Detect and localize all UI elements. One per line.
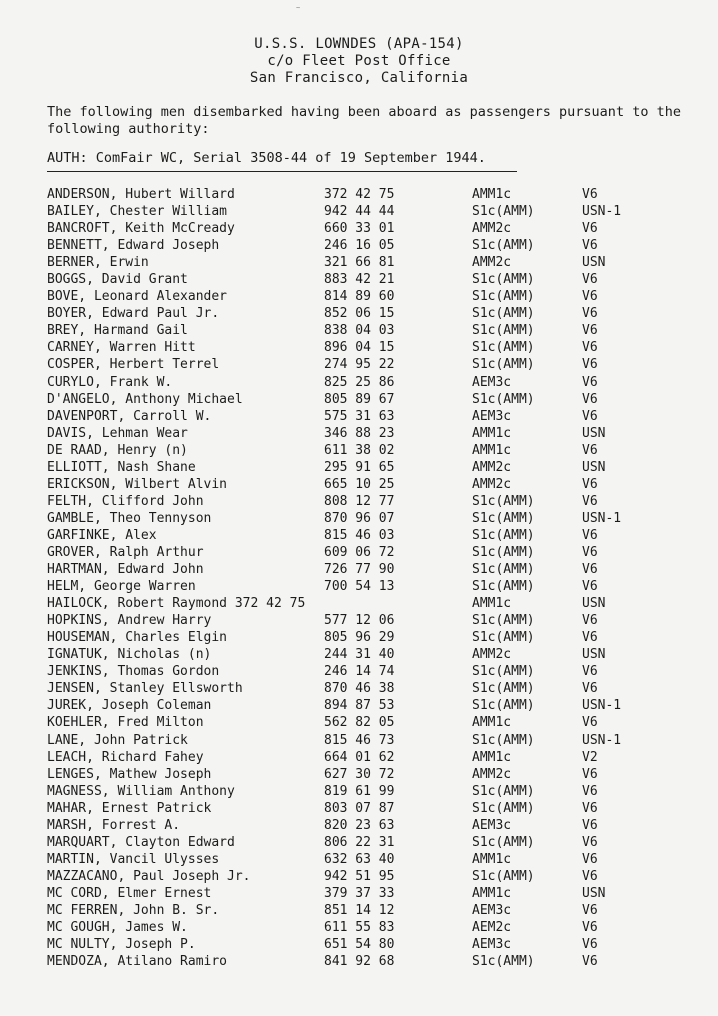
list-item: [47, 885, 687, 902]
list-item: [47, 356, 687, 373]
list-item: [47, 544, 687, 561]
rating: AMM1c: [472, 715, 512, 731]
classification: V6: [582, 613, 598, 629]
service-number: 942 51 95: [324, 868, 395, 884]
passenger-name: GARFINKE, Alex: [47, 527, 157, 543]
list-item: [47, 374, 687, 391]
service-number: 562 82 05: [324, 715, 395, 731]
classification: V6: [582, 664, 598, 680]
rating: AMM1c: [472, 425, 512, 441]
list-item: [47, 732, 687, 749]
classification: V6: [582, 868, 598, 884]
list-item: [47, 663, 687, 680]
classification: V6: [582, 783, 598, 799]
passenger-name: MARSH, Forrest A.: [47, 817, 181, 833]
passenger-name: MARQUART, Clayton Edward: [47, 834, 235, 850]
service-number: 851 14 12: [324, 902, 395, 918]
service-number: 852 06 15: [324, 306, 395, 322]
rating: S1c(AMM): [472, 272, 535, 288]
classification: V6: [582, 374, 598, 390]
passenger-name: MENDOZA, Atilano Ramiro: [47, 954, 228, 970]
list-item: [47, 800, 687, 817]
rating: AMM1c: [472, 596, 512, 612]
list-item: [47, 680, 687, 697]
classification: V6: [582, 766, 598, 782]
rating: S1c(AMM): [472, 544, 535, 560]
list-item: [47, 612, 687, 629]
list-item: [47, 646, 687, 663]
classification: V6: [582, 954, 598, 970]
service-number: 295 91 65: [324, 459, 395, 475]
classification: V6: [582, 544, 598, 560]
list-item: [47, 203, 687, 220]
list-item: [47, 936, 687, 953]
service-number: 806 22 31: [324, 834, 395, 850]
rating: S1c(AMM): [472, 630, 535, 646]
rating: AMM2c: [472, 255, 512, 271]
passenger-name: MC CORD, Elmer Ernest: [47, 885, 212, 901]
passenger-name: KOEHLER, Fred Milton: [47, 715, 204, 731]
list-item: [47, 834, 687, 851]
rating: S1c(AMM): [472, 732, 535, 748]
rating: S1c(AMM): [472, 613, 535, 629]
rating: AEM3c: [472, 937, 512, 953]
rating: S1c(AMM): [472, 664, 535, 680]
passenger-name: HOUSEMAN, Charles Elgin: [47, 630, 228, 646]
service-number: 894 87 53: [324, 698, 395, 714]
classification: USN-1: [582, 732, 622, 748]
list-item: [47, 237, 687, 254]
service-number: 660 33 01: [324, 221, 395, 237]
service-number: 808 12 77: [324, 493, 395, 509]
service-number: 664 01 62: [324, 749, 395, 765]
service-number: 883 42 21: [324, 272, 395, 288]
service-number: 815 46 73: [324, 732, 395, 748]
service-number: 577 12 06: [324, 613, 395, 629]
classification: USN: [582, 596, 606, 612]
passenger-name: IGNATUK, Nicholas (n): [47, 647, 212, 663]
service-number: 575 31 63: [324, 408, 395, 424]
service-number: 372 42 75: [324, 187, 395, 202]
authority-line: AUTH: ComFair WC, Serial 3508-44 of 19 September 1944.: [47, 150, 486, 166]
service-number: 609 06 72: [324, 544, 395, 560]
list-item: [47, 271, 687, 288]
service-number: 726 77 90: [324, 562, 395, 578]
rating: AMM1c: [472, 885, 512, 901]
passenger-name: DE RAAD, Henry (n): [47, 442, 188, 458]
rating: AMM2c: [472, 221, 512, 237]
service-number: 274 95 22: [324, 357, 395, 373]
service-number: 870 96 07: [324, 510, 395, 526]
service-number: 815 46 03: [324, 527, 395, 543]
passenger-name: HARTMAN, Edward John: [47, 562, 204, 578]
rating: S1c(AMM): [472, 289, 535, 305]
rating: S1c(AMM): [472, 698, 535, 714]
rating: AEM3c: [472, 374, 512, 390]
list-item: [47, 766, 687, 783]
list-item: [47, 578, 687, 595]
passenger-name: BOVE, Leonard Alexander: [47, 289, 228, 305]
passenger-name: GROVER, Ralph Arthur: [47, 544, 204, 560]
service-number: 632 63 40: [324, 851, 395, 867]
passenger-name: BANCROFT, Keith McCready: [47, 221, 235, 237]
list-item: [47, 783, 687, 800]
list-item: [47, 510, 687, 527]
classification: V6: [582, 476, 598, 492]
document-header: [0, 36, 718, 87]
classification: V6: [582, 834, 598, 850]
passenger-name: JUREK, Joseph Coleman: [47, 698, 212, 714]
rating: S1c(AMM): [472, 391, 535, 407]
list-item: [47, 442, 687, 459]
list-item: [47, 714, 687, 731]
classification: V6: [582, 221, 598, 237]
authority-underline: [47, 171, 517, 172]
passenger-name: MAGNESS, William Anthony: [47, 783, 235, 799]
service-number: 246 14 74: [324, 664, 395, 680]
classification: V6: [582, 817, 598, 833]
passenger-name: CARNEY, Warren Hitt: [47, 340, 196, 356]
passenger-name: BERNER, Erwin: [47, 255, 149, 271]
rating: S1c(AMM): [472, 340, 535, 356]
rating: AEM3c: [472, 817, 512, 833]
passenger-name: BOGGS, David Grant: [47, 272, 188, 288]
list-item: [47, 851, 687, 868]
rating: S1c(AMM): [472, 834, 535, 850]
passenger-name: DAVENPORT, Carroll W.: [47, 408, 212, 424]
classification: V6: [582, 238, 598, 254]
list-item: [47, 595, 687, 612]
classification: USN: [582, 885, 606, 901]
rating: S1c(AMM): [472, 510, 535, 526]
classification: V6: [582, 851, 598, 867]
passenger-name: GAMBLE, Theo Tennyson: [47, 510, 212, 526]
list-item: [47, 868, 687, 885]
post-office: c/o Fleet Post Office: [267, 53, 451, 69]
service-number: 820 23 63: [324, 817, 395, 833]
service-number: 379 37 33: [324, 885, 395, 901]
list-item: [47, 629, 687, 646]
service-number: 870 46 38: [324, 681, 395, 697]
passenger-name: DAVIS, Lehman Wear: [47, 425, 188, 441]
top-mark: ~: [296, 4, 301, 12]
passenger-name: JENSEN, Stanley Ellsworth: [47, 681, 243, 697]
service-number: 611 38 02: [324, 442, 395, 458]
passenger-name: LENGES, Mathew Joseph: [47, 766, 212, 782]
list-item: [47, 459, 687, 476]
rating: AMM1c: [472, 749, 512, 765]
list-item: [47, 408, 687, 425]
passenger-name: LANE, John Patrick: [47, 732, 188, 748]
classification: USN-1: [582, 204, 622, 220]
list-item: [47, 561, 687, 578]
list-item: [47, 749, 687, 766]
classification: USN-1: [582, 698, 622, 714]
rating: AMM2c: [472, 459, 512, 475]
location: San Francisco, California: [249, 70, 469, 86]
service-number: 244 31 40: [324, 647, 395, 663]
service-number: 346 88 23: [324, 425, 395, 441]
rating: S1c(AMM): [472, 783, 535, 799]
classification: V6: [582, 323, 598, 339]
classification: V6: [582, 800, 598, 816]
list-item: [47, 322, 687, 339]
passenger-name: FELTH, Clifford John: [47, 493, 204, 509]
rating: AEM3c: [472, 408, 512, 424]
service-number: 805 96 29: [324, 630, 395, 646]
rating: AEM2c: [472, 920, 512, 936]
list-item: [47, 476, 687, 493]
classification: V6: [582, 187, 598, 202]
passenger-name: HAILOCK, Robert Raymond 372 42 75: [47, 596, 306, 612]
rating: AMM2c: [472, 476, 512, 492]
list-item: [47, 288, 687, 305]
classification: V6: [582, 272, 598, 288]
list-item: [47, 186, 687, 203]
passenger-name: BAILEY, Chester William: [47, 204, 228, 220]
passenger-name: D'ANGELO, Anthony Michael: [47, 391, 243, 407]
list-item: [47, 254, 687, 271]
rating: S1c(AMM): [472, 954, 535, 970]
classification: V2: [582, 749, 598, 765]
rating: AMM2c: [472, 647, 512, 663]
classification: USN-1: [582, 510, 622, 526]
passenger-name: ANDERSON, Hubert Willard: [47, 187, 235, 202]
service-number: 814 89 60: [324, 289, 395, 305]
rating: AMM2c: [472, 766, 512, 782]
classification: V6: [582, 357, 598, 373]
list-item: [47, 220, 687, 237]
passenger-name: HOPKINS, Andrew Harry: [47, 613, 212, 629]
passenger-name: MARTIN, Vancil Ulysses: [47, 851, 220, 867]
service-number: 841 92 68: [324, 954, 395, 970]
passenger-name: MAHAR, Ernest Patrick: [47, 800, 212, 816]
list-item: [47, 391, 687, 408]
rating: S1c(AMM): [472, 323, 535, 339]
rating: AMM1c: [472, 851, 512, 867]
passenger-name: LEACH, Richard Fahey: [47, 749, 204, 765]
classification: V6: [582, 408, 598, 424]
rating: S1c(AMM): [472, 204, 535, 220]
list-item: [47, 425, 687, 442]
service-number: 665 10 25: [324, 476, 395, 492]
classification: V6: [582, 527, 598, 543]
list-item: [47, 902, 687, 919]
rating: S1c(AMM): [472, 527, 535, 543]
rating: S1c(AMM): [472, 493, 535, 509]
classification: V6: [582, 630, 598, 646]
service-number: 246 16 05: [324, 238, 395, 254]
classification: V6: [582, 562, 598, 578]
passenger-name: CURYLO, Frank W.: [47, 374, 173, 390]
list-item: [47, 493, 687, 510]
classification: V6: [582, 306, 598, 322]
ship-name: U.S.S. LOWNDES (APA-154): [254, 36, 464, 52]
list-item: [47, 305, 687, 322]
rating: S1c(AMM): [472, 306, 535, 322]
classification: USN: [582, 647, 606, 663]
rating: S1c(AMM): [472, 800, 535, 816]
service-number: 321 66 81: [324, 255, 395, 271]
passenger-name: ERICKSON, Wilbert Alvin: [47, 476, 228, 492]
list-item: [47, 919, 687, 936]
classification: V6: [582, 493, 598, 509]
service-number: 838 04 03: [324, 323, 395, 339]
rating: S1c(AMM): [472, 681, 535, 697]
passenger-name: MC GOUGH, James W.: [47, 920, 188, 936]
passenger-name: BREY, Harmand Gail: [47, 323, 188, 339]
rating: AEM3c: [472, 902, 512, 918]
service-number: 611 55 83: [324, 920, 395, 936]
classification: V6: [582, 579, 598, 595]
rating: AMM1c: [472, 187, 512, 202]
rating: S1c(AMM): [472, 562, 535, 578]
service-number: 700 54 13: [324, 579, 395, 595]
service-number: 627 30 72: [324, 766, 395, 782]
passenger-name: HELM, George Warren: [47, 579, 196, 595]
classification: V6: [582, 937, 598, 953]
passenger-name: BENNETT, Edward Joseph: [47, 238, 220, 254]
passenger-name: COSPER, Herbert Terrel: [47, 357, 220, 373]
service-number: 819 61 99: [324, 783, 395, 799]
service-number: 651 54 80: [324, 937, 395, 953]
rating: S1c(AMM): [472, 357, 535, 373]
service-number: 825 25 86: [324, 374, 395, 390]
list-item: [47, 697, 687, 714]
passenger-name: JENKINS, Thomas Gordon: [47, 664, 220, 680]
list-item: [47, 817, 687, 834]
classification: USN: [582, 425, 606, 441]
classification: V6: [582, 902, 598, 918]
classification: V6: [582, 715, 598, 731]
service-number: 942 44 44: [324, 204, 395, 220]
classification: V6: [582, 442, 598, 458]
classification: V6: [582, 340, 598, 356]
service-number: 805 89 67: [324, 391, 395, 407]
service-number: 896 04 15: [324, 340, 395, 356]
passenger-name: ELLIOTT, Nash Shane: [47, 459, 196, 475]
classification: V6: [582, 920, 598, 936]
classification: USN: [582, 255, 606, 271]
intro-paragraph: The following men disembarked having been aboard as passengers pursuant to the following authority:: [47, 104, 681, 137]
rating: S1c(AMM): [472, 238, 535, 254]
list-item: [47, 339, 687, 356]
classification: V6: [582, 391, 598, 407]
rating: S1c(AMM): [472, 579, 535, 595]
passenger-name: BOYER, Edward Paul Jr.: [47, 306, 220, 322]
classification: V6: [582, 289, 598, 305]
list-item: [47, 953, 687, 970]
classification: V6: [582, 681, 598, 697]
passenger-name: MAZZACANO, Paul Joseph Jr.: [47, 868, 251, 884]
service-number: 803 07 87: [324, 800, 395, 816]
rating: S1c(AMM): [472, 868, 535, 884]
passenger-name: MC NULTY, Joseph P.: [47, 937, 196, 953]
passenger-name: MC FERREN, John B. Sr.: [47, 902, 220, 918]
classification: USN: [582, 459, 606, 475]
list-item: [47, 527, 687, 544]
passenger-list: [47, 186, 687, 970]
rating: AMM1c: [472, 442, 512, 458]
